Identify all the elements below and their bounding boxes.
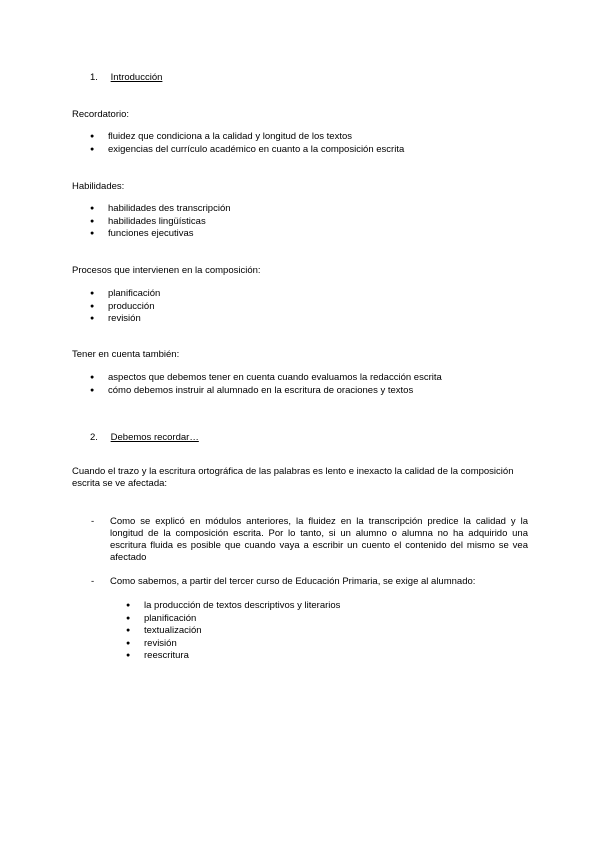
list-item: ● exigencias del currículo académico en cuanto a la composición escrita <box>90 144 404 157</box>
list-item: ● revisión <box>126 638 340 651</box>
list-item: ● producción <box>90 301 160 314</box>
procesos-label: Procesos que intervienen en la composición: <box>72 265 261 276</box>
list-item: ● habilidades des transcripción <box>90 203 231 216</box>
section-2-number: 2. <box>90 432 98 443</box>
list-item: ● la producción de textos descriptivos y literarios <box>126 600 340 613</box>
section-1-heading <box>90 72 162 84</box>
habilidades-list <box>90 203 231 241</box>
point-1-text: Como se explicó en módulos anteriores, la fluidez en la transcripción predice la calidad y la longitud de la composición escrita. Por lo tanto, si un alumno o alumna no ha adquirido una escritura fluida es posible que cuando vaya a escribir un cuento el contenido del mismo se vea afectado <box>110 516 528 563</box>
list-item: ● habilidades lingüísticas <box>90 216 231 229</box>
dash-marker: - <box>91 576 95 587</box>
list-item: ● aspectos que debemos tener en cuenta cuando evaluamos la redacción escrita <box>90 372 442 385</box>
intro-paragraph: Cuando el trazo y la escritura ortográfica de las palabras es lento e inexacto la calidad de la composición escrita se ve afectada: <box>72 466 514 489</box>
list-item: ● funciones ejecutivas <box>90 228 231 241</box>
list-item: ● fluidez que condiciona a la calidad y longitud de los textos <box>90 131 404 144</box>
habilidades-label: Habilidades: <box>72 181 125 192</box>
list-item: ● reescritura <box>126 650 340 663</box>
list-item: ● revisión <box>90 313 160 326</box>
dash-marker: - <box>91 516 95 527</box>
tener-label: Tener en cuenta también: <box>72 349 180 360</box>
point-2-text: Como sabemos, a partir del tercer curso de Educación Primaria, se exige al alumnado: <box>110 576 476 587</box>
list-item: ● textualización <box>126 625 340 638</box>
list-item: ● planificación <box>90 288 160 301</box>
tener-list <box>90 372 442 397</box>
point-2-list <box>126 600 340 663</box>
section-1-number: 1. <box>90 72 98 83</box>
section-2-title: Debemos recordar… <box>110 432 199 443</box>
recordatorio-label: Recordatorio: <box>72 109 130 120</box>
procesos-list <box>90 288 160 326</box>
section-2-heading <box>90 432 199 444</box>
recordatorio-list <box>90 131 404 156</box>
list-item: ● cómo debemos instruir al alumnado en la escritura de oraciones y textos <box>90 385 442 398</box>
list-item: ● planificación <box>126 613 340 626</box>
section-1-title: Introducción <box>110 72 163 83</box>
